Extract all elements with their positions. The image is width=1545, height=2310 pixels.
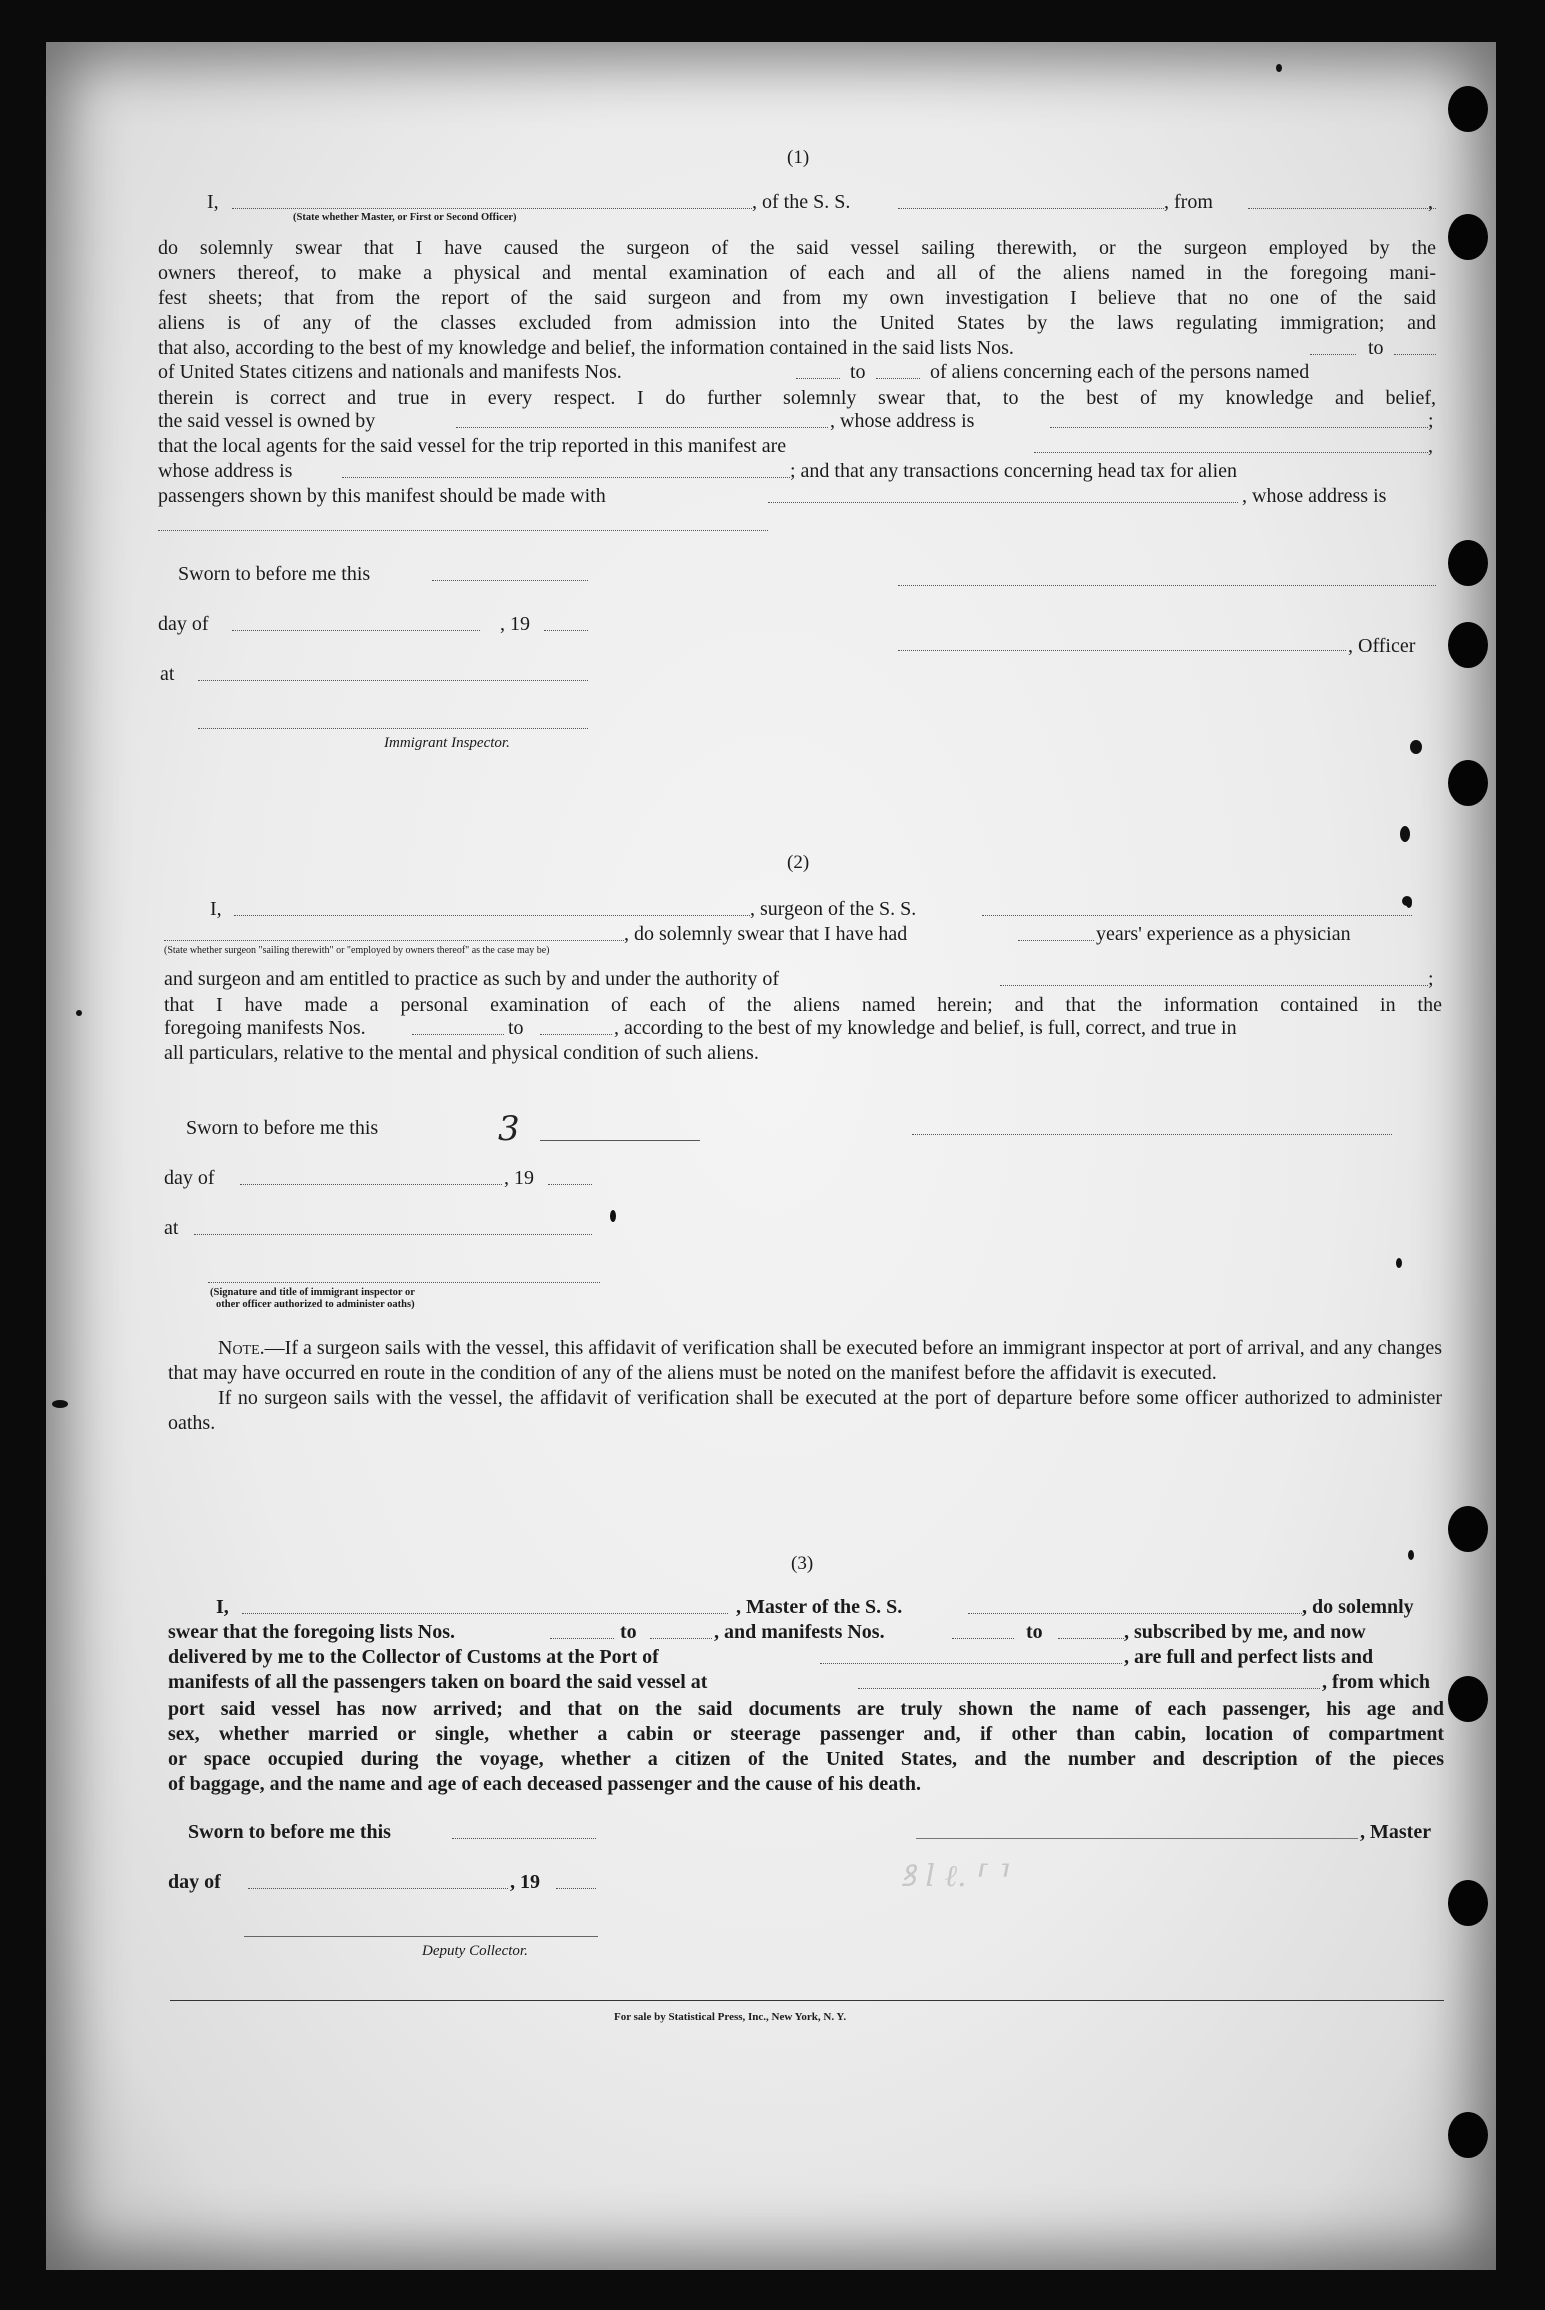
s2-note-label: Note. <box>218 1337 265 1359</box>
s3-faded-signature: ꝸ l ℓ. ⸢ ⸣ <box>900 1859 1009 1894</box>
binder-hole <box>1448 540 1488 586</box>
s3-subscribed: , subscribed by me, and now <box>1124 1621 1366 1643</box>
s1-day-of: day of <box>158 613 209 635</box>
s2-surgeon-signature-field[interactable] <box>912 1134 1392 1135</box>
s1-i-label: I, <box>207 191 219 213</box>
s3-from-which: , from which <box>1322 1671 1430 1693</box>
s1-year-field[interactable] <box>544 630 588 631</box>
section-1-number: (1) <box>787 147 810 168</box>
s2-sig-note-1: (Signature and title of immigrant inspector or <box>210 1287 415 1298</box>
s1-para-line: aliens is of any of the classes excluded from admission into the United States by the laws regulating immigration; and <box>158 311 1436 334</box>
s1-manifests-from-field[interactable] <box>796 378 840 379</box>
s1-owner-address-field[interactable] <box>1050 427 1428 428</box>
s2-paragraph <box>164 993 1442 1018</box>
s2-officer-signature-field[interactable] <box>208 1282 600 1283</box>
s3-para-line: or space occupied during the voyage, whether a citizen of the United States, and the number and description of the pieces <box>168 1747 1444 1770</box>
s3-para-line: sex, whether married or single, whether a cabin or steerage passenger and, if other than cabin, location of compartment <box>168 1722 1444 1745</box>
s1-nineteen: , 19 <box>500 613 530 635</box>
s1-owner-field[interactable] <box>456 427 828 428</box>
s3-to-1: to <box>620 1621 637 1643</box>
s1-agents-field[interactable] <box>1034 452 1428 453</box>
s1-para-line-citizens: of United States citizens and nationals and manifests Nos. <box>158 361 622 383</box>
binder-hole <box>1448 760 1488 806</box>
s3-deputy-signature-field[interactable] <box>244 1936 598 1937</box>
s1-lists-from-field[interactable] <box>1310 354 1356 355</box>
s2-handwritten-day: 3 <box>498 1109 520 1149</box>
s2-place-field[interactable] <box>194 1234 592 1235</box>
binder-hole <box>1448 1676 1488 1722</box>
s1-manifests-to-field[interactable] <box>876 378 920 379</box>
s1-whose-address-2: whose address is <box>158 460 293 482</box>
s3-i-label: I, <box>216 1596 229 1618</box>
binder-hole <box>1448 622 1488 668</box>
binder-hole <box>1448 86 1488 132</box>
s3-month-field[interactable] <box>248 1888 508 1889</box>
s1-para-line: do solemnly swear that I have caused the surgeon of the said vessel sailing therewith, or the surgeon employed by the <box>158 237 1436 259</box>
s3-do-solemnly: , do solemnly <box>1302 1596 1414 1618</box>
s1-officer-rank-field[interactable] <box>232 208 752 209</box>
s2-capacity-field[interactable] <box>164 940 624 941</box>
s3-manifests-to-field[interactable] <box>1058 1638 1124 1639</box>
s1-semicolon: ; <box>1428 410 1434 432</box>
s3-master-of: , Master of the S. S. <box>736 1596 903 1618</box>
s2-day-of: day of <box>164 1167 215 1189</box>
s2-i-label: I, <box>210 898 222 920</box>
ink-speck <box>1276 64 1282 72</box>
s3-lists-from-field[interactable] <box>550 1638 614 1639</box>
s2-sig-note-2: other officer authorized to administer oaths) <box>216 1299 415 1310</box>
s3-deputy-label: Deputy Collector. <box>422 1943 528 1959</box>
s2-note-text: —If a surgeon sails with the vessel, this affidavit of verification shall be executed before an immigrant inspector at port of arrival, and any changes that may have occurred en route in the condition of any of the aliens must be noted on the manifest before the affidavit is executed. <box>168 1337 1442 1384</box>
s1-of-aliens: of aliens concerning each of the persons named <box>930 361 1310 383</box>
s2-to: to <box>508 1017 524 1039</box>
s1-whose-address: , whose address is <box>830 410 975 432</box>
s2-manifests-from-field[interactable] <box>412 1034 504 1035</box>
footer-printer: For sale by Statistical Press, Inc., New York, N. Y. <box>614 2011 847 2023</box>
s1-paragraph-b <box>158 386 1436 411</box>
s1-head-tax: ; and that any transactions concerning head tax for alien <box>790 460 1238 482</box>
s2-semicolon: ; <box>1428 968 1434 990</box>
s1-to-1: to <box>1368 337 1384 359</box>
s2-authority: and surgeon and am entitled to practice as such by and under the authority of <box>164 968 779 990</box>
s1-sworn: Sworn to before me this <box>178 563 371 585</box>
s1-inspector-signature-field[interactable] <box>198 728 588 729</box>
s1-passengers: passengers shown by this manifest should be made with <box>158 485 606 507</box>
s2-para-line: that I have made a personal examination of each of the aliens named herein; and that the information contained in the <box>164 994 1442 1016</box>
s3-master-name-field[interactable] <box>242 1613 728 1614</box>
s1-lists-to-field[interactable] <box>1394 354 1436 355</box>
s1-para-line: therein is correct and true in every respect. I do further solemnly swear that, to the best of my knowledge and belief, <box>158 387 1436 409</box>
s3-to-2: to <box>1026 1621 1043 1643</box>
s1-agents-address-field[interactable] <box>342 477 790 478</box>
s3-port-field[interactable] <box>820 1663 1122 1664</box>
s1-para-line: fest sheets; that from the report of the said surgeon and from my own investigation I believe that no one of the said <box>158 286 1436 309</box>
s3-master-signature-field[interactable] <box>916 1838 1358 1839</box>
s2-note-text-2: If no surgeon sails with the vessel, the affidavit of verification shall be executed at the port of departure before some officer authorized to administer oaths. <box>168 1386 1442 1434</box>
s2-years-field[interactable] <box>1018 940 1094 941</box>
s2-nineteen: , 19 <box>504 1167 534 1189</box>
s2-authority-field[interactable] <box>1000 985 1428 986</box>
s1-ship-name-field[interactable] <box>898 208 1164 209</box>
ink-speck <box>52 1400 68 1408</box>
s2-surgeon-name-field[interactable] <box>234 915 750 916</box>
s2-month-field[interactable] <box>240 1184 502 1185</box>
ink-speck <box>1408 1550 1414 1560</box>
binder-hole <box>1448 1506 1488 1552</box>
s1-from: , from <box>1164 191 1213 213</box>
s2-sworn: Sworn to before me this <box>186 1117 379 1139</box>
ink-speck <box>1410 740 1422 754</box>
s1-of-ss: , of the S. S. <box>752 191 851 213</box>
s3-manifests-from-field[interactable] <box>952 1638 1014 1639</box>
s1-month-field[interactable] <box>232 630 480 631</box>
s1-to-2: to <box>850 361 866 383</box>
s3-para-line: port said vessel has now arrived; and that on the said documents are truly shown the name of each passenger, his age and <box>168 1698 1444 1720</box>
s1-signature-line-top[interactable] <box>898 585 1436 586</box>
s2-swear: , do solemnly swear that I have had <box>624 923 908 945</box>
s3-ship-name-field[interactable] <box>968 1613 1302 1614</box>
ink-speck <box>1396 1258 1402 1268</box>
section-2-number: (2) <box>787 852 810 873</box>
s1-comma: , <box>1428 191 1433 213</box>
s1-sworn-date-field[interactable] <box>432 580 588 581</box>
binder-hole <box>1448 1880 1488 1926</box>
s3-line3: delivered by me to the Collector of Customs at the Port of <box>168 1646 659 1668</box>
s2-capacity-note: (State whether surgeon "sailing therewith" or "employed by owners thereof" as the case may be) <box>164 945 550 956</box>
binder-hole <box>1448 214 1488 260</box>
footer-rule <box>170 2000 1444 2001</box>
s3-and-manifests: , and manifests Nos. <box>714 1621 885 1643</box>
s3-sworn-date-field[interactable] <box>452 1838 596 1839</box>
s2-note <box>168 1336 1442 1436</box>
s2-sworn-date-field[interactable] <box>540 1140 700 1141</box>
s2-particulars: all particulars, relative to the mental and physical condition of such aliens. <box>164 1042 759 1064</box>
s1-officer-signature-field[interactable] <box>898 650 1346 651</box>
s3-nineteen: , 19 <box>510 1871 540 1893</box>
s3-para-line: of baggage, and the name and age of each deceased passenger and the cause of his death. <box>168 1772 921 1795</box>
s3-line4: manifests of all the passengers taken on board the said vessel at <box>168 1671 708 1693</box>
s2-year-field[interactable] <box>548 1184 592 1185</box>
s1-para-line-lists: that also, according to the best of my knowledge and belief, the information contained in the said lists Nos. <box>158 337 1014 359</box>
s1-at: at <box>160 663 175 685</box>
s1-owned-by: the said vessel is owned by <box>158 410 376 432</box>
s1-contact-address-field[interactable] <box>158 530 768 531</box>
s1-comma-2: , <box>1428 435 1433 457</box>
s2-manifests: foregoing manifests Nos. <box>164 1017 366 1039</box>
s3-lists-to-field[interactable] <box>650 1638 712 1639</box>
s2-according: , according to the best of my knowledge and belief, is full, correct, and true in <box>614 1017 1237 1039</box>
s1-inspector-label: Immigrant Inspector. <box>384 735 510 751</box>
section-3-number: (3) <box>791 1553 814 1574</box>
s2-manifests-to-field[interactable] <box>540 1034 612 1035</box>
ink-speck <box>76 1010 82 1016</box>
s3-paragraph <box>168 1697 1444 1797</box>
s1-whose-address-3: , whose address is <box>1242 485 1387 507</box>
s1-rank-note: (State whether Master, or First or Second Officer) <box>293 212 517 223</box>
s1-para-line: owners thereof, to make a physical and mental examination of each and all of the aliens named in the foregoing mani- <box>158 261 1436 284</box>
ink-speck <box>610 1210 616 1222</box>
s3-embark-port-field[interactable] <box>858 1688 1320 1689</box>
s1-agents: that the local agents for the said vessel for the trip reported in this manifest are <box>158 435 787 457</box>
binder-hole <box>1448 2112 1488 2158</box>
s3-year-field[interactable] <box>556 1888 596 1889</box>
s2-ship-name-field[interactable] <box>982 915 1412 916</box>
s1-paragraph <box>158 236 1436 336</box>
s1-from-port-field[interactable] <box>1248 208 1436 209</box>
s3-sworn: Sworn to before me this <box>188 1821 391 1843</box>
s1-officer: , Officer <box>1348 635 1416 657</box>
s2-note-para <box>168 1336 1442 1386</box>
s3-master: , Master <box>1360 1821 1432 1843</box>
s3-line2: swear that the foregoing lists Nos. <box>168 1621 456 1643</box>
s2-years: years' experience as a physician <box>1096 923 1351 945</box>
s3-day-of: day of <box>168 1871 221 1893</box>
ink-speck <box>1400 826 1410 842</box>
s2-at: at <box>164 1217 179 1239</box>
ink-speck <box>1406 898 1412 908</box>
s2-surgeon-of: , surgeon of the S. S. <box>750 898 917 920</box>
s1-headtax-contact-field[interactable] <box>768 502 1238 503</box>
s3-full-perfect: , are full and perfect lists and <box>1124 1646 1374 1668</box>
s1-place-field[interactable] <box>198 680 588 681</box>
